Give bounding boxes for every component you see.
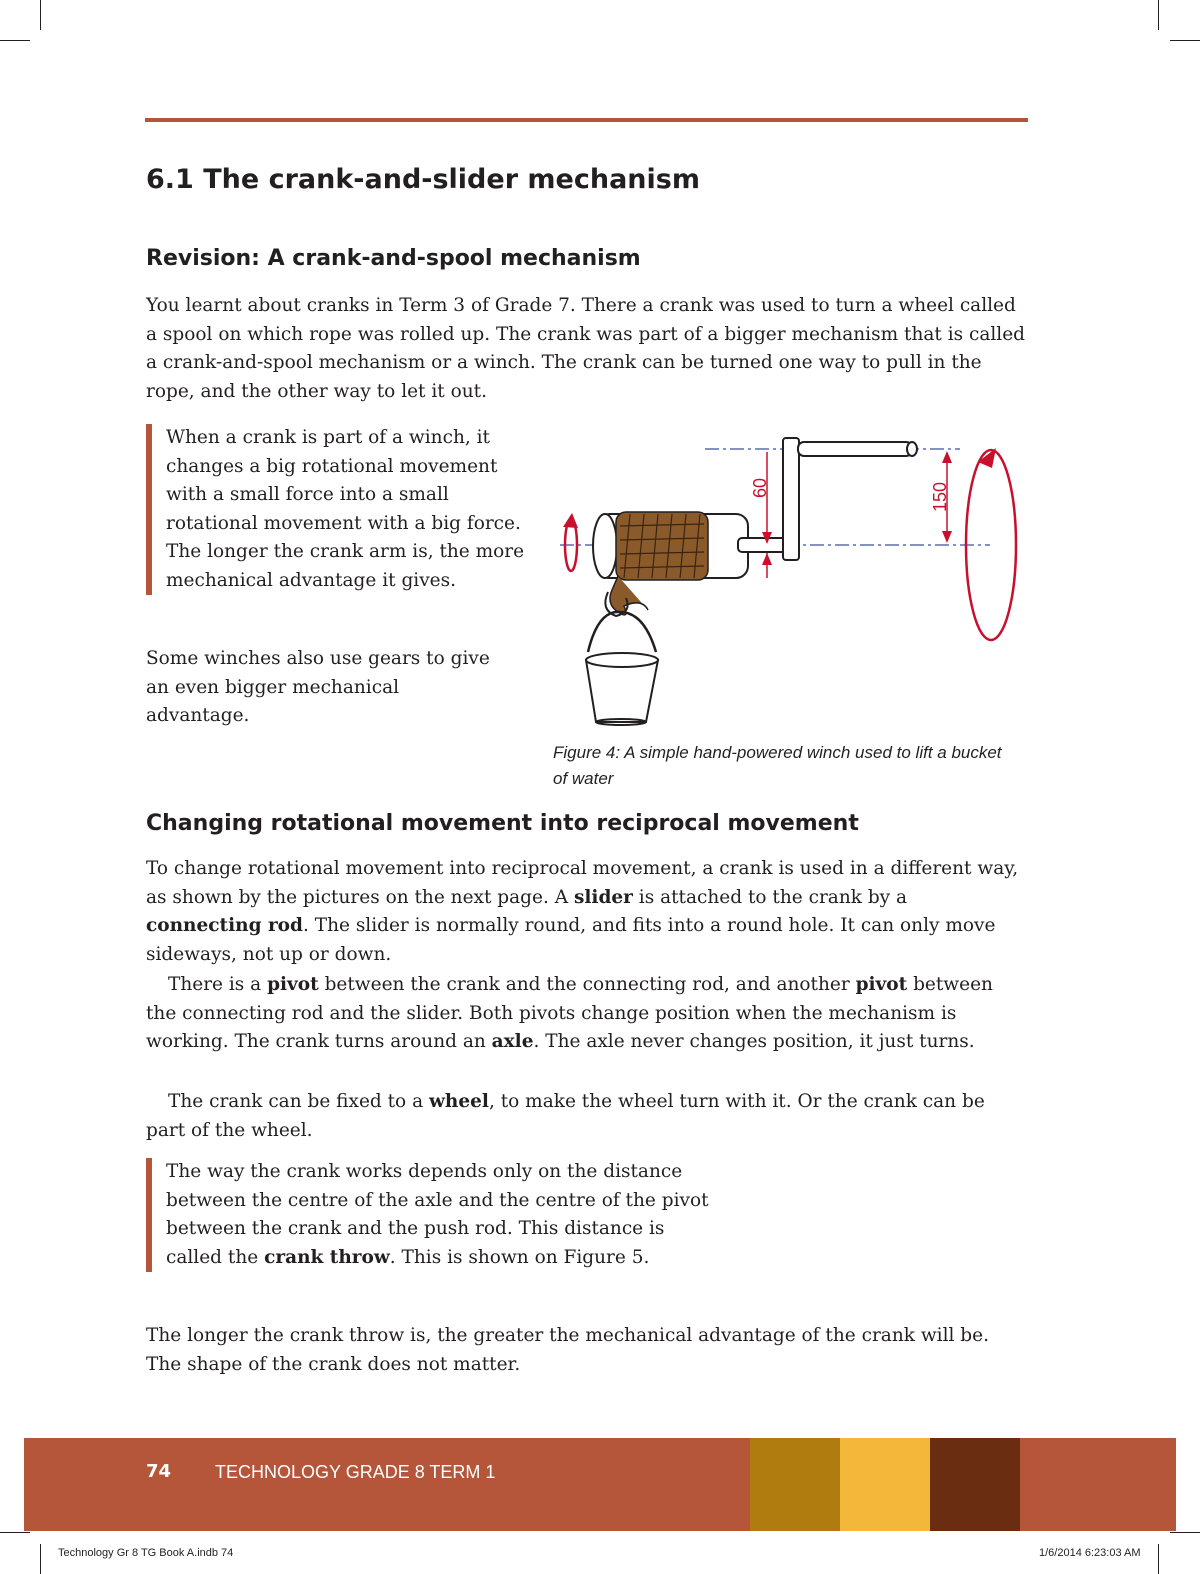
crop-mark <box>40 1544 41 1574</box>
dim-150-label: 150 <box>930 481 950 513</box>
crank-throw-note-text: The way the crank works depends only on the distance between the centre of the axle and the centre of the pivot between the crank and the push rod. This distance is called the crank throw. This is shown on Figure 5. <box>166 1161 709 1268</box>
pivot-paragraph: There is a pivot between the crank and the connecting rod, and another pivot between the connecting rod and the slider. Both pivots change position when the mechanism is working. The crank turns around an axle. The axle never changes position, it just turns. <box>146 974 993 1052</box>
crank-throw-note <box>146 1158 721 1272</box>
crank-arm <box>783 438 799 560</box>
crop-mark <box>1158 1544 1159 1574</box>
wheel-paragraph: The crank can be fixed to a wheel, to make the wheel turn with it. Or the crank can be part of the wheel. <box>146 1091 985 1141</box>
term-crank-throw: crank throw <box>264 1246 390 1268</box>
term-slider: slider <box>573 886 633 908</box>
footer-swatch-brown <box>930 1438 1020 1531</box>
reciprocal-heading: Changing rotational movement into reciprocal movement <box>146 811 859 836</box>
footer-band <box>24 1438 1176 1531</box>
winch-note-text: When a crank is part of a winch, it changes a big rotational movement with a small force into a small rotational movement with a big force. The longer the crank arm is, the more mechanical advantage it gives. <box>166 427 525 591</box>
closing-paragraph: The longer the crank throw is, the greater the mechanical advantage of the crank will be. The shape of the crank does not matter. <box>146 1325 989 1375</box>
term-connecting-rod: connecting rod <box>146 915 303 936</box>
header-rule <box>145 118 1028 122</box>
footer-swatch-gold <box>840 1438 930 1531</box>
crop-mark <box>1158 0 1159 30</box>
slider-paragraph: To change rotational movement into reciprocal movement, a crank is used in a different way, as shown by the pictures on the next page. A slider is attached to the crank by a connecting rod. The slider is normally round, and fits into a round hole. It can only move sideways, not up or down. <box>146 858 1019 965</box>
crop-mark <box>40 0 41 30</box>
crank-handle-end <box>907 442 917 456</box>
crop-mark <box>1170 1532 1200 1533</box>
bucket-handle <box>588 612 656 652</box>
term-pivot: pivot <box>267 974 319 995</box>
dim-150-arrow-bottom <box>942 531 952 543</box>
intro-paragraph: You learnt about cranks in Term 3 of Grade 7. There a crank was used to turn a wheel called a spool on which rope was rolled up. The crank was part of a bigger mechanism that is called a crank-and-spool mechanism or a winch. The crank can be turned one way to pull in the rope, and the other way to let it out. <box>146 295 1026 402</box>
bucket-body <box>586 660 658 722</box>
crank-handle <box>798 442 912 456</box>
crop-mark <box>1170 40 1200 41</box>
winch-note <box>146 424 541 595</box>
crop-mark <box>0 1532 30 1533</box>
crop-mark <box>0 40 30 41</box>
term-wheel: wheel <box>429 1091 489 1112</box>
revision-heading: Revision: A crank-and-spool mechanism <box>146 246 641 271</box>
dim-150-arrow-top <box>942 451 952 463</box>
spool-left-end <box>593 514 617 578</box>
slug-file-info: Technology Gr 8 TG Book A.indb 74 <box>58 1547 234 1559</box>
page-number: 74 <box>146 1461 172 1482</box>
footer-swatch-ochre <box>750 1438 840 1531</box>
hanging-rope <box>610 576 648 615</box>
bucket-rim <box>586 653 658 667</box>
gears-paragraph: Some winches also use gears to give an even bigger mechanical advantage. <box>146 648 490 726</box>
book-title: TECHNOLOGY GRADE 8 TERM 1 <box>215 1462 496 1482</box>
dim-60-label: 60 <box>750 477 770 499</box>
winch-figure <box>540 420 1040 735</box>
term-axle: axle <box>491 1031 534 1052</box>
term-pivot-second: pivot <box>855 974 908 995</box>
slug-timestamp: 1/6/2014 6:23:03 AM <box>1039 1547 1141 1559</box>
section-title: 6.1 The crank-and-slider mechanism <box>146 164 700 195</box>
left-arrowhead <box>563 513 578 528</box>
figure-caption: Figure 4: A simple hand-powered winch used to lift a bucket of water <box>553 743 1002 788</box>
